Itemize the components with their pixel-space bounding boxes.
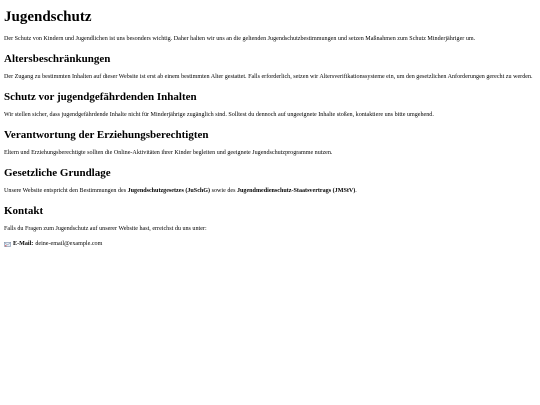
law-jmstv: Jugendmedienschutz-Staatsvertrags (JMStV) [236, 188, 356, 194]
text-verantwortung: Eltern und Erziehungsberechtigte sollten die Online-Aktivitäten ihrer Kinder begleiten und geeignete Jugendschutzprogramme nutzen. [4, 150, 333, 156]
heading-verantwortung: Verantwortung der Erziehungsberechtigten [4, 129, 209, 141]
heading-altersbeschraenkungen: Altersbeschränkungen [4, 53, 111, 65]
page-title: Jugendschutz [4, 9, 92, 25]
envelope-icon [4, 242, 11, 247]
text-gesetzliche-grundlage [4, 187, 536, 195]
law-text-before: Unsere Website entspricht den Bestimmungen des [4, 188, 128, 194]
heading-gesetzliche-grundlage: Gesetzliche Grundlage [4, 167, 111, 179]
heading-kontakt: Kontakt [4, 205, 44, 217]
heading-schutz-inhalte: Schutz vor jugendgefährdenden Inhalten [4, 91, 197, 103]
law-juschg: Jugendschutzgesetzes (JuSchG) [127, 188, 211, 194]
law-text-middle: sowie des [210, 188, 237, 194]
law-text-after: . [355, 188, 357, 194]
contact-email-line [4, 240, 536, 248]
email-value[interactable]: deine-email@example.com [35, 241, 103, 247]
text-kontakt: Falls du Fragen zum Jugendschutz auf unserer Website hast, erreichst du uns unter: [4, 226, 207, 232]
email-label: E-Mail: [13, 241, 34, 247]
text-schutz-inhalte: Wir stellen sicher, dass jugendgefährdende Inhalte nicht für Minderjährige zugänglich sind. Solltest du dennoch auf ungeeignete Inhalte stoßen, kontaktiere uns bitte umgehend. [4, 112, 434, 118]
intro-text: Der Schutz von Kindern und Jugendlichen ist uns besonders wichtig. Daher halten wir uns an die geltenden Jugendschutzbestimmungen und setzen Maßnahmen zum Schutz Minderjähriger um. [4, 36, 476, 42]
text-altersbeschraenkungen: Der Zugang zu bestimmten Inhalten auf dieser Website ist erst ab einem bestimmten Alter gestattet. Falls erforderlich, setzen wir Altersverifikationssysteme ein, um den gesetzlichen Anforderungen gerecht zu werden. [4, 74, 533, 80]
